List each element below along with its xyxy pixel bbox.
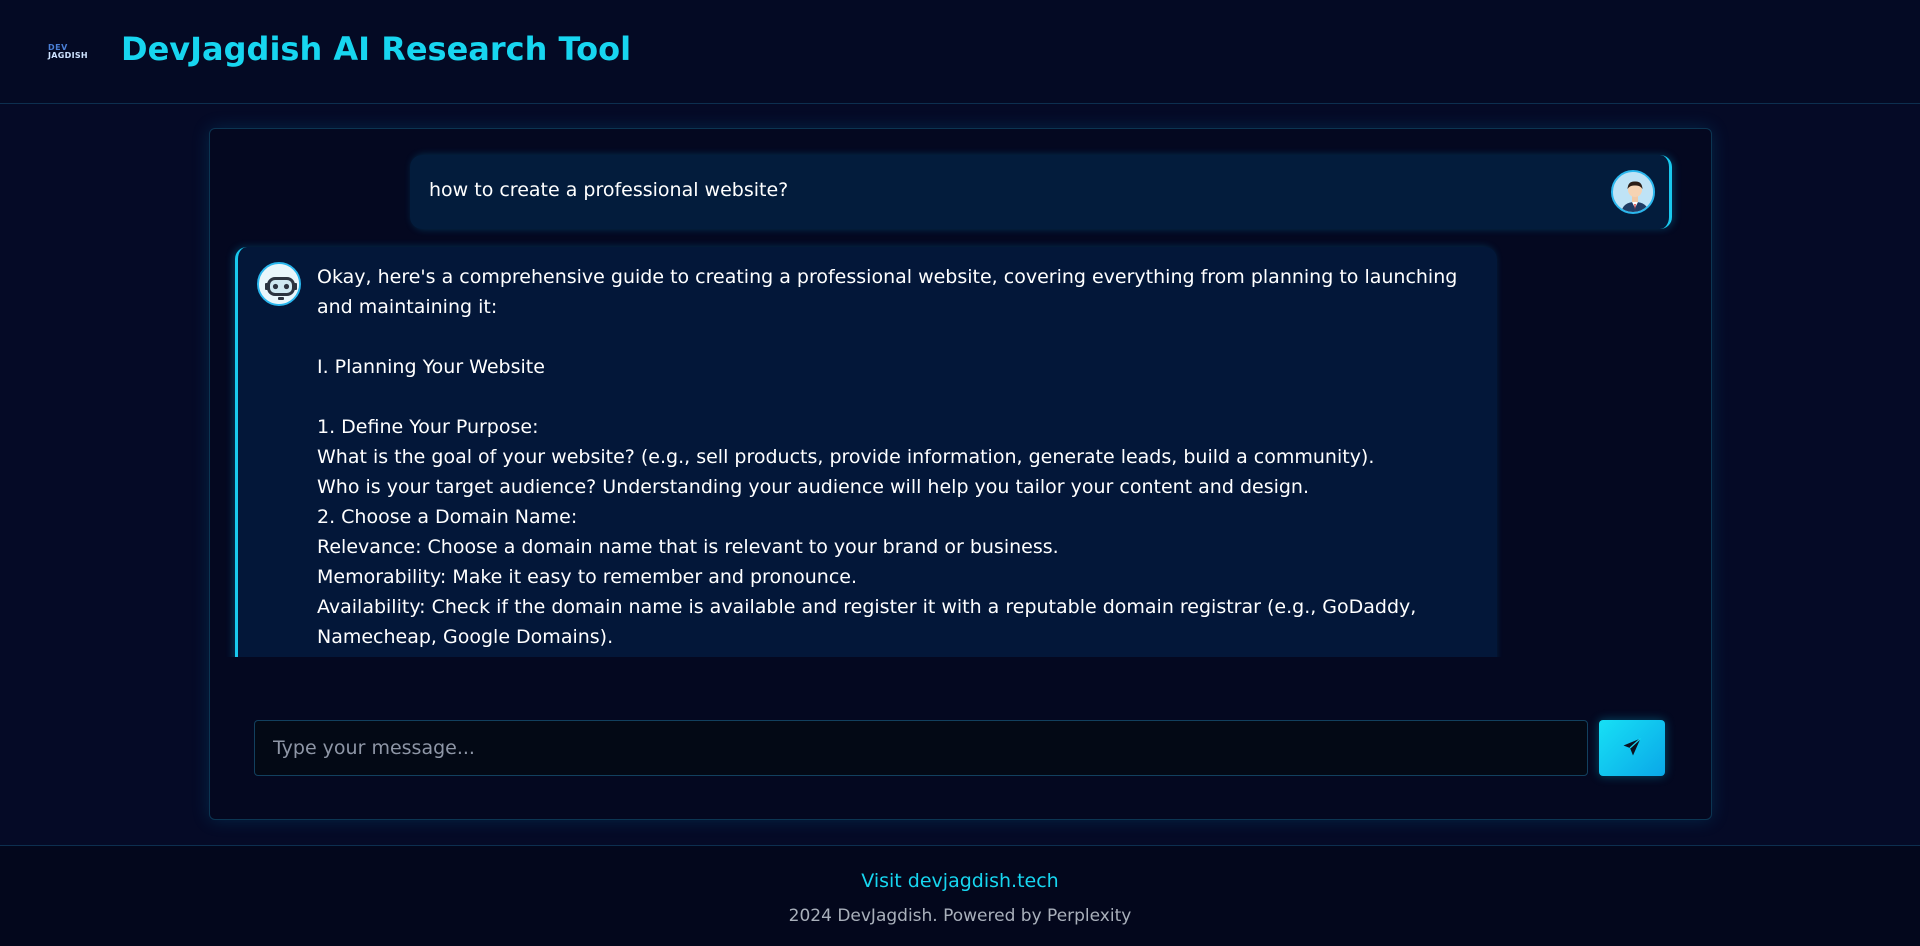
bot-line: Memorability: Make it easy to remember and pronounce. — [317, 566, 857, 588]
app-title: DevJagdish AI Research Tool — [121, 30, 632, 68]
bot-line — [317, 322, 1467, 352]
bot-line: Who is your target audience? Understanding your audience will help you tailor your content and design. — [317, 476, 1310, 498]
bot-line: I. Planning Your Website — [317, 356, 545, 378]
message-list[interactable] — [210, 129, 1711, 657]
bot-message — [235, 247, 1497, 657]
bot-line — [317, 382, 1467, 412]
paper-plane-icon — [1622, 737, 1642, 760]
bot-line: Availability: Check if the domain name is available and register it with a reputable domain registrar (e.g., GoDaddy, Namecheap, Google Domains). — [317, 596, 1417, 648]
brand-logo[interactable] — [48, 42, 92, 62]
copyright-text: 2024 DevJagdish. Powered by Perplexity — [788, 906, 1132, 926]
chat-container — [209, 128, 1712, 820]
logo-text-top: DEV — [48, 43, 68, 52]
bot-line: Okay, here's a comprehensive guide to creating a professional website, covering everything from planning to launching and maintaining it: — [317, 266, 1458, 318]
page-footer — [0, 845, 1920, 946]
send-button[interactable] — [1599, 720, 1665, 776]
message-input[interactable] — [254, 720, 1588, 776]
logo-text-bottom: JAGDISH — [48, 51, 88, 60]
bot-line: Relevance: Choose a domain name that is relevant to your brand or business. — [317, 536, 1059, 558]
bot-message-text — [317, 262, 1467, 652]
user-message — [410, 155, 1672, 229]
robot-icon — [257, 262, 301, 306]
composer — [254, 720, 1668, 776]
user-message-text: how to create a professional website? — [429, 179, 789, 201]
bot-line: What is the goal of your website? (e.g., sell products, provide information, generate leads, build a community). — [317, 446, 1375, 468]
bot-line: 2. Choose a Domain Name: — [317, 506, 578, 528]
app-header — [0, 0, 1920, 104]
user-avatar-icon — [1611, 170, 1655, 214]
bot-line: 1. Define Your Purpose: — [317, 416, 539, 438]
website-link[interactable]: Visit devjagdish.tech — [861, 870, 1059, 892]
